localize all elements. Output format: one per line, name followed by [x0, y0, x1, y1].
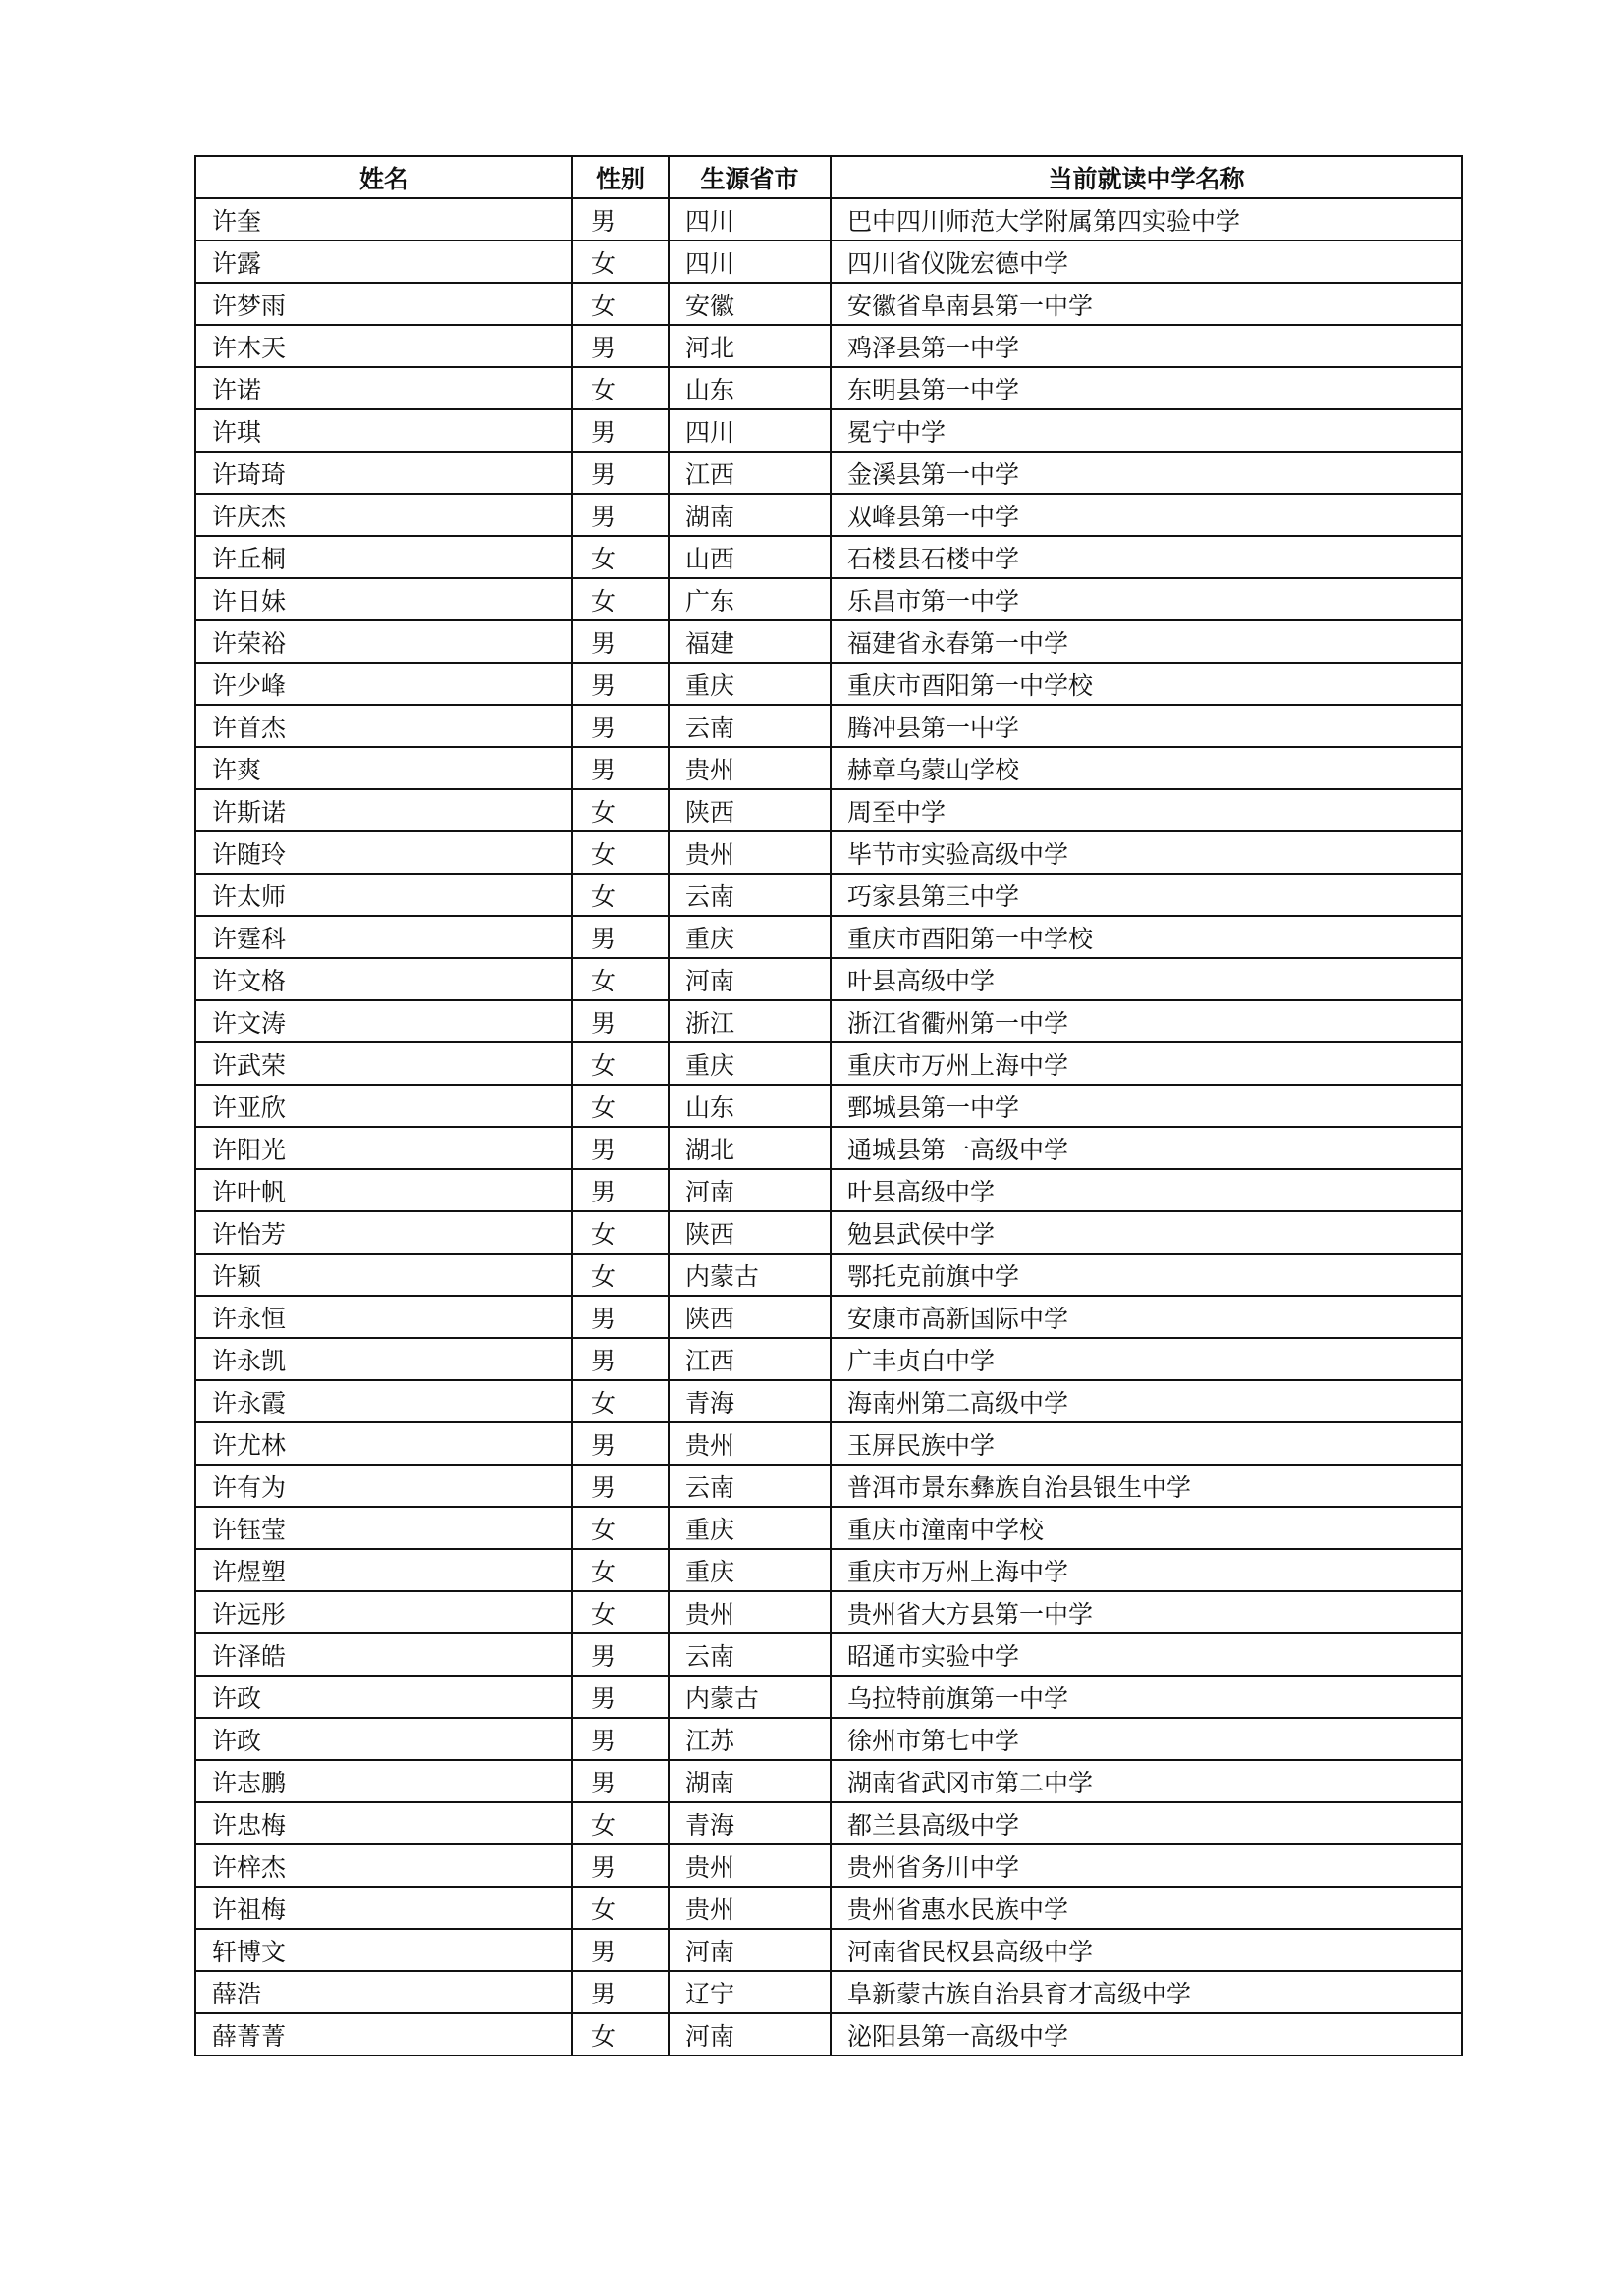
header-row	[195, 156, 1462, 198]
sex-cell: 男	[572, 1422, 669, 1465]
sex-cell: 男	[572, 409, 669, 452]
name-cell: 许政	[195, 1676, 572, 1718]
table-row	[195, 1802, 1462, 1844]
sex-cell: 女	[572, 2013, 669, 2056]
school-cell: 都兰县高级中学	[831, 1802, 1462, 1844]
sex-cell: 男	[572, 325, 669, 367]
province-cell: 山东	[669, 367, 831, 409]
name-cell: 许怡芳	[195, 1211, 572, 1254]
province-cell: 河南	[669, 1929, 831, 1971]
name-cell: 许梓杰	[195, 1844, 572, 1887]
name-cell: 许叶帆	[195, 1169, 572, 1211]
name-cell: 许泽皓	[195, 1633, 572, 1676]
sex-cell: 男	[572, 1127, 669, 1169]
province-cell: 江苏	[669, 1718, 831, 1760]
province-cell: 贵州	[669, 1422, 831, 1465]
province-cell: 浙江	[669, 1000, 831, 1042]
school-cell: 双峰县第一中学	[831, 494, 1462, 536]
school-cell: 毕节市实验高级中学	[831, 831, 1462, 874]
school-cell: 贵州省务川中学	[831, 1844, 1462, 1887]
table-row	[195, 663, 1462, 705]
province-cell: 福建	[669, 620, 831, 663]
school-cell: 安徽省阜南县第一中学	[831, 283, 1462, 325]
table-row	[195, 325, 1462, 367]
province-cell: 重庆	[669, 663, 831, 705]
table-row	[195, 1127, 1462, 1169]
table-row	[195, 1633, 1462, 1676]
name-cell: 许武荣	[195, 1042, 572, 1085]
province-cell: 湖北	[669, 1127, 831, 1169]
province-cell: 陕西	[669, 789, 831, 831]
table-row	[195, 1591, 1462, 1633]
table-row	[195, 452, 1462, 494]
table-row	[195, 705, 1462, 747]
sex-cell: 男	[572, 1971, 669, 2013]
sex-cell: 女	[572, 367, 669, 409]
province-cell: 陕西	[669, 1211, 831, 1254]
province-cell: 江西	[669, 1338, 831, 1380]
sex-cell: 男	[572, 198, 669, 240]
name-cell: 许梦雨	[195, 283, 572, 325]
province-cell: 贵州	[669, 1887, 831, 1929]
name-cell: 许阳光	[195, 1127, 572, 1169]
school-cell: 巴中四川师范大学附属第四实验中学	[831, 198, 1462, 240]
header-name: 姓名	[195, 156, 572, 198]
name-cell: 许斯诺	[195, 789, 572, 831]
sex-cell: 男	[572, 1296, 669, 1338]
table-row	[195, 2013, 1462, 2056]
school-cell: 湖南省武冈市第二中学	[831, 1760, 1462, 1802]
name-cell: 许太师	[195, 874, 572, 916]
name-cell: 许露	[195, 240, 572, 283]
name-cell: 许有为	[195, 1465, 572, 1507]
province-cell: 云南	[669, 1633, 831, 1676]
school-cell: 昭通市实验中学	[831, 1633, 1462, 1676]
sex-cell: 女	[572, 831, 669, 874]
sex-cell: 男	[572, 1169, 669, 1211]
school-cell: 乐昌市第一中学	[831, 578, 1462, 620]
name-cell: 许文涛	[195, 1000, 572, 1042]
province-cell: 青海	[669, 1380, 831, 1422]
province-cell: 重庆	[669, 916, 831, 958]
province-cell: 广东	[669, 578, 831, 620]
name-cell: 许首杰	[195, 705, 572, 747]
province-cell: 湖南	[669, 1760, 831, 1802]
table-row	[195, 1085, 1462, 1127]
school-cell: 玉屏民族中学	[831, 1422, 1462, 1465]
name-cell: 薛菁菁	[195, 2013, 572, 2056]
school-cell: 鄄城县第一中学	[831, 1085, 1462, 1127]
table-row	[195, 1042, 1462, 1085]
school-cell: 勉县武侯中学	[831, 1211, 1462, 1254]
table-row	[195, 1507, 1462, 1549]
sex-cell: 男	[572, 452, 669, 494]
header-province: 生源省市	[669, 156, 831, 198]
school-cell: 四川省仪陇宏德中学	[831, 240, 1462, 283]
table-row	[195, 1422, 1462, 1465]
sex-cell: 女	[572, 1042, 669, 1085]
sex-cell: 女	[572, 1549, 669, 1591]
school-cell: 阜新蒙古族自治县育才高级中学	[831, 1971, 1462, 2013]
sex-cell: 女	[572, 1211, 669, 1254]
table-row	[195, 1676, 1462, 1718]
name-cell: 许忠梅	[195, 1802, 572, 1844]
table-row	[195, 1254, 1462, 1296]
school-cell: 重庆市万州上海中学	[831, 1549, 1462, 1591]
province-cell: 安徽	[669, 283, 831, 325]
table-row	[195, 283, 1462, 325]
province-cell: 四川	[669, 409, 831, 452]
school-cell: 福建省永春第一中学	[831, 620, 1462, 663]
table-row	[195, 240, 1462, 283]
sex-cell: 男	[572, 494, 669, 536]
name-cell: 许琪	[195, 409, 572, 452]
table-row	[195, 1380, 1462, 1422]
table-row	[195, 1718, 1462, 1760]
name-cell: 许文格	[195, 958, 572, 1000]
province-cell: 河北	[669, 325, 831, 367]
sex-cell: 男	[572, 1633, 669, 1676]
sex-cell: 男	[572, 1929, 669, 1971]
school-cell: 徐州市第七中学	[831, 1718, 1462, 1760]
name-cell: 许琦琦	[195, 452, 572, 494]
name-cell: 许颖	[195, 1254, 572, 1296]
sex-cell: 女	[572, 578, 669, 620]
table-row	[195, 1971, 1462, 2013]
province-cell: 云南	[669, 705, 831, 747]
name-cell: 许永恒	[195, 1296, 572, 1338]
table-row	[195, 1465, 1462, 1507]
sex-cell: 男	[572, 1676, 669, 1718]
sex-cell: 男	[572, 663, 669, 705]
table-row	[195, 958, 1462, 1000]
province-cell: 河南	[669, 1169, 831, 1211]
sex-cell: 男	[572, 1760, 669, 1802]
school-cell: 叶县高级中学	[831, 1169, 1462, 1211]
name-cell: 许丘桐	[195, 536, 572, 578]
name-cell: 轩博文	[195, 1929, 572, 1971]
table-row	[195, 1844, 1462, 1887]
province-cell: 内蒙古	[669, 1254, 831, 1296]
table-row	[195, 1211, 1462, 1254]
table-row	[195, 1929, 1462, 1971]
school-cell: 乌拉特前旗第一中学	[831, 1676, 1462, 1718]
name-cell: 许永霞	[195, 1380, 572, 1422]
table-row	[195, 916, 1462, 958]
school-cell: 河南省民权县高级中学	[831, 1929, 1462, 1971]
table-row	[195, 1296, 1462, 1338]
school-cell: 金溪县第一中学	[831, 452, 1462, 494]
table-row	[195, 874, 1462, 916]
name-cell: 许祖梅	[195, 1887, 572, 1929]
sex-cell: 女	[572, 789, 669, 831]
school-cell: 叶县高级中学	[831, 958, 1462, 1000]
name-cell: 许日妹	[195, 578, 572, 620]
school-cell: 安康市高新国际中学	[831, 1296, 1462, 1338]
name-cell: 许少峰	[195, 663, 572, 705]
name-cell: 许尤林	[195, 1422, 572, 1465]
table-row	[195, 1760, 1462, 1802]
sex-cell: 女	[572, 1887, 669, 1929]
table-row	[195, 1549, 1462, 1591]
province-cell: 山西	[669, 536, 831, 578]
school-cell: 赫章乌蒙山学校	[831, 747, 1462, 789]
table-row	[195, 494, 1462, 536]
school-cell: 腾冲县第一中学	[831, 705, 1462, 747]
province-cell: 陕西	[669, 1296, 831, 1338]
table-row	[195, 578, 1462, 620]
province-cell: 贵州	[669, 747, 831, 789]
province-cell: 江西	[669, 452, 831, 494]
table-row	[195, 409, 1462, 452]
province-cell: 贵州	[669, 1591, 831, 1633]
school-cell: 广丰贞白中学	[831, 1338, 1462, 1380]
sex-cell: 女	[572, 1802, 669, 1844]
sex-cell: 女	[572, 1591, 669, 1633]
province-cell: 重庆	[669, 1042, 831, 1085]
sex-cell: 男	[572, 1844, 669, 1887]
province-cell: 青海	[669, 1802, 831, 1844]
school-cell: 重庆市酉阳第一中学校	[831, 663, 1462, 705]
name-cell: 许爽	[195, 747, 572, 789]
school-cell: 周至中学	[831, 789, 1462, 831]
name-cell: 许霆科	[195, 916, 572, 958]
sex-cell: 男	[572, 705, 669, 747]
sex-cell: 女	[572, 240, 669, 283]
school-cell: 普洱市景东彝族自治县银生中学	[831, 1465, 1462, 1507]
name-cell: 许木天	[195, 325, 572, 367]
table-row	[195, 789, 1462, 831]
sex-cell: 男	[572, 1718, 669, 1760]
name-cell: 许远彤	[195, 1591, 572, 1633]
province-cell: 辽宁	[669, 1971, 831, 2013]
school-cell: 重庆市万州上海中学	[831, 1042, 1462, 1085]
province-cell: 重庆	[669, 1507, 831, 1549]
school-cell: 东明县第一中学	[831, 367, 1462, 409]
table-row	[195, 536, 1462, 578]
sex-cell: 女	[572, 1254, 669, 1296]
province-cell: 河南	[669, 2013, 831, 2056]
header-school: 当前就读中学名称	[831, 156, 1462, 198]
school-cell: 泌阳县第一高级中学	[831, 2013, 1462, 2056]
name-cell: 许钰莹	[195, 1507, 572, 1549]
name-cell: 许煜塑	[195, 1549, 572, 1591]
table-row	[195, 1887, 1462, 1929]
student-table	[194, 155, 1463, 2056]
table-row	[195, 1169, 1462, 1211]
name-cell: 许志鹏	[195, 1760, 572, 1802]
province-cell: 贵州	[669, 1844, 831, 1887]
table-row	[195, 620, 1462, 663]
sex-cell: 女	[572, 874, 669, 916]
school-cell: 海南州第二高级中学	[831, 1380, 1462, 1422]
table-row	[195, 747, 1462, 789]
school-cell: 贵州省惠水民族中学	[831, 1887, 1462, 1929]
school-cell: 重庆市酉阳第一中学校	[831, 916, 1462, 958]
table-row	[195, 367, 1462, 409]
school-cell: 冕宁中学	[831, 409, 1462, 452]
name-cell: 许永凯	[195, 1338, 572, 1380]
province-cell: 四川	[669, 240, 831, 283]
sex-cell: 男	[572, 620, 669, 663]
header-sex: 性别	[572, 156, 669, 198]
province-cell: 云南	[669, 1465, 831, 1507]
school-cell: 石楼县石楼中学	[831, 536, 1462, 578]
school-cell: 鸡泽县第一中学	[831, 325, 1462, 367]
sex-cell: 女	[572, 283, 669, 325]
name-cell: 许荣裕	[195, 620, 572, 663]
province-cell: 云南	[669, 874, 831, 916]
province-cell: 四川	[669, 198, 831, 240]
province-cell: 贵州	[669, 831, 831, 874]
table-row	[195, 1338, 1462, 1380]
name-cell: 许奎	[195, 198, 572, 240]
school-cell: 巧家县第三中学	[831, 874, 1462, 916]
school-cell: 重庆市潼南中学校	[831, 1507, 1462, 1549]
province-cell: 重庆	[669, 1549, 831, 1591]
name-cell: 许政	[195, 1718, 572, 1760]
school-cell: 贵州省大方县第一中学	[831, 1591, 1462, 1633]
province-cell: 山东	[669, 1085, 831, 1127]
school-cell: 鄂托克前旗中学	[831, 1254, 1462, 1296]
sex-cell: 男	[572, 1465, 669, 1507]
name-cell: 许庆杰	[195, 494, 572, 536]
sex-cell: 男	[572, 747, 669, 789]
sex-cell: 女	[572, 958, 669, 1000]
sex-cell: 女	[572, 1380, 669, 1422]
name-cell: 许亚欣	[195, 1085, 572, 1127]
province-cell: 河南	[669, 958, 831, 1000]
province-cell: 内蒙古	[669, 1676, 831, 1718]
table-row	[195, 198, 1462, 240]
table-row	[195, 1000, 1462, 1042]
name-cell: 许随玲	[195, 831, 572, 874]
province-cell: 湖南	[669, 494, 831, 536]
sex-cell: 男	[572, 1338, 669, 1380]
sex-cell: 男	[572, 1000, 669, 1042]
sex-cell: 女	[572, 1507, 669, 1549]
name-cell: 许诺	[195, 367, 572, 409]
sex-cell: 女	[572, 536, 669, 578]
sex-cell: 男	[572, 916, 669, 958]
name-cell: 薛浩	[195, 1971, 572, 2013]
school-cell: 通城县第一高级中学	[831, 1127, 1462, 1169]
sex-cell: 女	[572, 1085, 669, 1127]
school-cell: 浙江省衢州第一中学	[831, 1000, 1462, 1042]
table-row	[195, 831, 1462, 874]
